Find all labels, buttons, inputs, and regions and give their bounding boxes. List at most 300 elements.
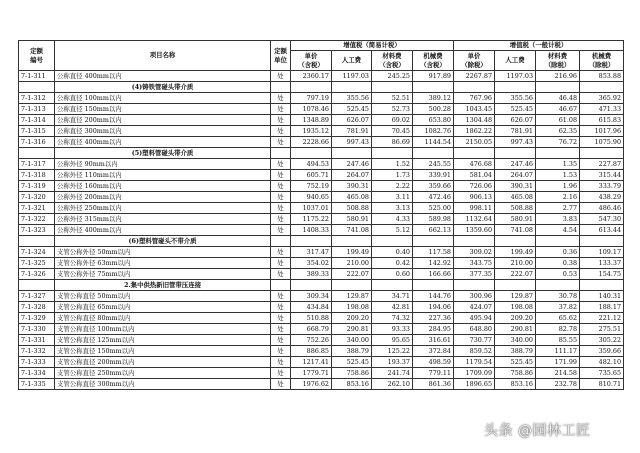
cell-name: 公称外径 160mm以内 — [55, 181, 271, 192]
cell-labor: 390.31 — [332, 181, 372, 192]
cell-price-excl: 767.96 — [454, 93, 495, 104]
cell-code: 7-1-322 — [19, 214, 55, 225]
cell-price-excl: 1179.54 — [454, 357, 495, 368]
cell-labor2: 465.08 — [495, 192, 536, 203]
cell-material-excl: 76.72 — [536, 137, 580, 148]
cell-unit: 处 — [271, 324, 291, 335]
cell-price-incl: 886.85 — [291, 346, 332, 357]
cell-material-excl: 61.08 — [536, 115, 580, 126]
cell-name: 公称外径 110mm以内 — [55, 170, 271, 181]
cell-labor2: 199.49 — [495, 247, 536, 258]
header-machine-excl: 机械费 （除税） — [580, 51, 624, 71]
cell-machine-excl: 109.17 — [580, 247, 624, 258]
cell-code: 7-1-312 — [19, 93, 55, 104]
empty-cell — [372, 280, 413, 291]
cell-code: 7-1-321 — [19, 203, 55, 214]
cell-labor2: 853.16 — [495, 379, 536, 390]
cell-labor2: 129.87 — [495, 291, 536, 302]
cell-material-excl: 2.77 — [536, 203, 580, 214]
table-row — [19, 269, 624, 280]
section-title: (6)塑料管碰头不带介质 — [55, 236, 271, 247]
cell-labor2: 290.81 — [495, 324, 536, 335]
header-machine-incl: 机械费 （含税） — [413, 51, 454, 71]
cell-material-excl: 3.83 — [536, 214, 580, 225]
cell-material-excl: 171.99 — [536, 357, 580, 368]
cell-price-excl: 2150.05 — [454, 137, 495, 148]
table-row — [19, 104, 624, 115]
empty-cell — [536, 82, 580, 93]
cell-unit: 处 — [271, 335, 291, 346]
cell-name: 公称外径 250mm以内 — [55, 203, 271, 214]
cell-unit: 处 — [271, 368, 291, 379]
header-price-excl: 单价 （除税） — [454, 51, 495, 71]
empty-cell — [332, 280, 372, 291]
cell-price-incl: 2228.66 — [291, 137, 332, 148]
empty-cell — [19, 236, 55, 247]
cell-name: 公称直径 400mm以内 — [55, 71, 271, 82]
header-unit: 定额 单位 — [271, 41, 291, 71]
cell-material-incl: 0.40 — [372, 247, 413, 258]
cell-machine-excl: 221.12 — [580, 313, 624, 324]
cell-name: 公称直径 200mm以内 — [55, 115, 271, 126]
cell-machine-excl: 853.88 — [580, 71, 624, 82]
empty-cell — [495, 148, 536, 159]
cell-material-incl: 4.33 — [372, 214, 413, 225]
cell-name: 公称外径 315mm以内 — [55, 214, 271, 225]
cell-unit: 处 — [271, 346, 291, 357]
cell-price-excl: 730.77 — [454, 335, 495, 346]
cell-code: 7-1-335 — [19, 379, 55, 390]
cell-unit: 处 — [271, 115, 291, 126]
cell-price-excl: 581.04 — [454, 170, 495, 181]
cell-machine-excl: 1075.90 — [580, 137, 624, 148]
cell-labor2: 525.45 — [495, 104, 536, 115]
cell-unit: 处 — [271, 192, 291, 203]
cell-code: 7-1-325 — [19, 258, 55, 269]
cell-price-incl: 309.34 — [291, 291, 332, 302]
cell-labor: 525.45 — [332, 357, 372, 368]
cell-machine-excl: 810.71 — [580, 379, 624, 390]
cell-unit: 处 — [271, 214, 291, 225]
cell-material-excl: 37.82 — [536, 302, 580, 313]
empty-cell — [291, 148, 332, 159]
cell-name: 支管公称直径 80mm以内 — [55, 313, 271, 324]
cell-machine-excl: 613.44 — [580, 225, 624, 236]
empty-cell — [495, 280, 536, 291]
cell-name: 公称直径 150mm以内 — [55, 104, 271, 115]
cell-machine-incl: 284.95 — [413, 324, 454, 335]
cell-material-incl: 86.69 — [372, 137, 413, 148]
cell-unit: 处 — [271, 71, 291, 82]
empty-cell — [413, 82, 454, 93]
table-row — [19, 313, 624, 324]
cell-material-incl: 52.51 — [372, 93, 413, 104]
cell-machine-excl: 486.46 — [580, 203, 624, 214]
cell-material-incl: 0.60 — [372, 269, 413, 280]
cell-labor2: 355.56 — [495, 93, 536, 104]
cell-material-excl: 216.96 — [536, 71, 580, 82]
cell-labor: 626.07 — [332, 115, 372, 126]
empty-cell — [580, 280, 624, 291]
header-name: 项目名称 — [55, 41, 271, 71]
empty-cell — [19, 280, 55, 291]
cell-machine-incl: 372.84 — [413, 346, 454, 357]
empty-cell — [454, 82, 495, 93]
cell-labor2: 997.43 — [495, 137, 536, 148]
cell-machine-excl: 547.30 — [580, 214, 624, 225]
cell-labor2: 508.88 — [495, 203, 536, 214]
empty-cell — [291, 280, 332, 291]
header-material-incl: 材料费 （含税） — [372, 51, 413, 71]
cell-labor: 355.56 — [332, 93, 372, 104]
section-row — [19, 82, 624, 93]
cell-price-excl: 998.11 — [454, 203, 495, 214]
cell-price-incl: 752.19 — [291, 181, 332, 192]
cell-labor2: 210.00 — [495, 258, 536, 269]
cell-machine-excl: 438.29 — [580, 192, 624, 203]
cell-material-incl: 93.33 — [372, 324, 413, 335]
table-row — [19, 170, 624, 181]
empty-cell — [454, 148, 495, 159]
cell-machine-incl: 1082.76 — [413, 126, 454, 137]
cell-material-incl: 52.73 — [372, 104, 413, 115]
cell-machine-incl: 194.06 — [413, 302, 454, 313]
cell-machine-excl: 275.51 — [580, 324, 624, 335]
empty-cell — [271, 148, 291, 159]
cell-labor: 264.07 — [332, 170, 372, 181]
cell-material-incl: 5.12 — [372, 225, 413, 236]
section-title: (4)铸铁管碰头带介质 — [55, 82, 271, 93]
cell-price-excl: 1896.65 — [454, 379, 495, 390]
cell-price-incl: 752.26 — [291, 335, 332, 346]
cell-labor: 508.88 — [332, 203, 372, 214]
cell-unit: 处 — [271, 225, 291, 236]
watermark: 头条 @园林工匠 — [484, 423, 591, 439]
cell-price-incl: 317.47 — [291, 247, 332, 258]
cell-material-excl: 1.53 — [536, 170, 580, 181]
cell-unit: 处 — [271, 357, 291, 368]
cell-price-excl: 476.68 — [454, 159, 495, 170]
cell-name: 公称外径 90mm以内 — [55, 159, 271, 170]
empty-cell — [271, 236, 291, 247]
cell-code: 7-1-320 — [19, 192, 55, 203]
cell-material-incl: 70.45 — [372, 126, 413, 137]
section-row — [19, 148, 624, 159]
table-row — [19, 247, 624, 258]
cell-material-excl: 30.78 — [536, 291, 580, 302]
cell-material-incl: 193.37 — [372, 357, 413, 368]
cell-unit: 处 — [271, 137, 291, 148]
cell-machine-incl: 779.11 — [413, 368, 454, 379]
cell-labor: 340.00 — [332, 335, 372, 346]
cell-price-excl: 1132.64 — [454, 214, 495, 225]
empty-cell — [332, 148, 372, 159]
cell-machine-incl: 861.36 — [413, 379, 454, 390]
cell-price-excl: 726.06 — [454, 181, 495, 192]
cell-machine-excl: 305.22 — [580, 335, 624, 346]
table-row — [19, 368, 624, 379]
cell-labor: 290.81 — [332, 324, 372, 335]
cell-code: 7-1-328 — [19, 302, 55, 313]
empty-cell — [332, 82, 372, 93]
cell-labor: 853.16 — [332, 379, 372, 390]
cell-code: 7-1-323 — [19, 225, 55, 236]
cell-material-excl: 62.35 — [536, 126, 580, 137]
cell-labor2: 340.00 — [495, 335, 536, 346]
cell-labor2: 580.91 — [495, 214, 536, 225]
empty-cell — [291, 236, 332, 247]
cell-machine-incl: 227.36 — [413, 313, 454, 324]
cell-machine-incl: 389.12 — [413, 93, 454, 104]
cell-labor2: 209.20 — [495, 313, 536, 324]
table-row — [19, 137, 624, 148]
cell-material-incl: 262.10 — [372, 379, 413, 390]
cell-unit: 处 — [271, 379, 291, 390]
cell-material-excl: 214.58 — [536, 368, 580, 379]
empty-cell — [495, 82, 536, 93]
cell-name: 支管公称直径 50mm以内 — [55, 291, 271, 302]
table-row — [19, 203, 624, 214]
empty-cell — [372, 236, 413, 247]
section-title: (5)塑料管碰头带介质 — [55, 148, 271, 159]
cell-code: 7-1-317 — [19, 159, 55, 170]
cell-unit: 处 — [271, 258, 291, 269]
cell-name: 支管公称外径 75mm以内 — [55, 269, 271, 280]
cell-labor: 247.46 — [332, 159, 372, 170]
cell-price-excl: 1709.09 — [454, 368, 495, 379]
cell-machine-incl: 472.46 — [413, 192, 454, 203]
cell-machine-incl: 316.61 — [413, 335, 454, 346]
cell-material-excl: 1.96 — [536, 181, 580, 192]
cell-labor2: 758.86 — [495, 368, 536, 379]
cell-machine-incl: 166.66 — [413, 269, 454, 280]
cell-unit: 处 — [271, 104, 291, 115]
section-title: 2.集中供热新旧管带压连接 — [55, 280, 271, 291]
cell-unit: 处 — [271, 203, 291, 214]
cell-name: 支管公称直径 300mm以内 — [55, 379, 271, 390]
cell-labor: 741.08 — [332, 225, 372, 236]
cell-machine-excl: 227.87 — [580, 159, 624, 170]
cell-machine-incl: 500.28 — [413, 104, 454, 115]
cell-price-excl: 1043.45 — [454, 104, 495, 115]
cell-unit: 处 — [271, 181, 291, 192]
cell-name: 公称直径 400mm以内 — [55, 137, 271, 148]
cell-labor2: 781.91 — [495, 126, 536, 137]
cell-code: 7-1-316 — [19, 137, 55, 148]
cell-price-incl: 1217.41 — [291, 357, 332, 368]
cell-labor: 997.43 — [332, 137, 372, 148]
cell-code: 7-1-318 — [19, 170, 55, 181]
cell-machine-incl: 589.98 — [413, 214, 454, 225]
cell-material-incl: 245.25 — [372, 71, 413, 82]
cell-unit: 处 — [271, 291, 291, 302]
empty-cell — [372, 148, 413, 159]
header-labor: 人工费 — [332, 51, 372, 71]
cell-labor2: 388.79 — [495, 346, 536, 357]
header-group-simple: 增值税（简易计税） — [291, 41, 454, 51]
header-price-incl: 单价 （含税） — [291, 51, 332, 71]
cell-material-excl: 232.78 — [536, 379, 580, 390]
cell-material-excl: 4.54 — [536, 225, 580, 236]
cell-machine-incl: 653.80 — [413, 115, 454, 126]
cell-price-incl: 797.19 — [291, 93, 332, 104]
header-group-general: 增值税（一般计税） — [454, 41, 624, 51]
cell-material-excl: 85.55 — [536, 335, 580, 346]
cell-unit: 处 — [271, 159, 291, 170]
cell-price-incl: 940.65 — [291, 192, 332, 203]
cell-price-incl: 1408.33 — [291, 225, 332, 236]
cell-price-excl: 343.75 — [454, 258, 495, 269]
cell-code: 7-1-313 — [19, 104, 55, 115]
cell-material-incl: 1.73 — [372, 170, 413, 181]
cell-material-excl: 46.67 — [536, 104, 580, 115]
cell-name: 支管公称直径 100mm以内 — [55, 324, 271, 335]
cell-machine-incl: 498.59 — [413, 357, 454, 368]
cell-labor: 388.79 — [332, 346, 372, 357]
cell-material-excl: 0.38 — [536, 258, 580, 269]
table-row — [19, 214, 624, 225]
table-row — [19, 71, 624, 82]
cell-machine-excl: 471.33 — [580, 104, 624, 115]
cell-price-excl: 906.13 — [454, 192, 495, 203]
cell-code: 7-1-314 — [19, 115, 55, 126]
cell-code: 7-1-332 — [19, 346, 55, 357]
cell-unit: 处 — [271, 269, 291, 280]
table-row — [19, 181, 624, 192]
cell-price-excl: 300.96 — [454, 291, 495, 302]
cell-labor: 199.49 — [332, 247, 372, 258]
cell-material-excl: 1.35 — [536, 159, 580, 170]
cell-machine-excl: 140.31 — [580, 291, 624, 302]
cell-unit: 处 — [271, 93, 291, 104]
table-row — [19, 159, 624, 170]
cell-material-excl: 65.62 — [536, 313, 580, 324]
cell-unit: 处 — [271, 313, 291, 324]
cell-material-incl: 42.81 — [372, 302, 413, 313]
table-row — [19, 335, 624, 346]
cell-machine-incl: 917.89 — [413, 71, 454, 82]
cell-labor2: 198.08 — [495, 302, 536, 313]
cell-name: 公称外径 400mm以内 — [55, 225, 271, 236]
cell-machine-incl: 359.66 — [413, 181, 454, 192]
cell-code: 7-1-333 — [19, 357, 55, 368]
table-row — [19, 225, 624, 236]
empty-cell — [454, 236, 495, 247]
table-row — [19, 93, 624, 104]
empty-cell — [580, 236, 624, 247]
cell-price-incl: 494.53 — [291, 159, 332, 170]
cell-labor: 1197.03 — [332, 71, 372, 82]
cell-labor2: 222.07 — [495, 269, 536, 280]
cell-code: 7-1-315 — [19, 126, 55, 137]
empty-cell — [413, 280, 454, 291]
empty-cell — [413, 236, 454, 247]
empty-cell — [19, 148, 55, 159]
empty-cell — [536, 148, 580, 159]
header-material-excl: 材料费 （除税） — [536, 51, 580, 71]
empty-cell — [580, 82, 624, 93]
cell-labor2: 390.31 — [495, 181, 536, 192]
cell-material-incl: 69.02 — [372, 115, 413, 126]
cell-price-incl: 1348.89 — [291, 115, 332, 126]
empty-cell — [495, 236, 536, 247]
cell-price-excl: 1862.22 — [454, 126, 495, 137]
empty-cell — [271, 82, 291, 93]
cell-price-incl: 668.79 — [291, 324, 332, 335]
cell-material-incl: 95.65 — [372, 335, 413, 346]
cell-labor: 209.20 — [332, 313, 372, 324]
cell-code: 7-1-324 — [19, 247, 55, 258]
empty-cell — [332, 236, 372, 247]
cell-price-excl: 377.35 — [454, 269, 495, 280]
cell-labor: 781.91 — [332, 126, 372, 137]
cell-code: 7-1-311 — [19, 71, 55, 82]
cell-machine-excl: 133.37 — [580, 258, 624, 269]
cell-material-incl: 125.22 — [372, 346, 413, 357]
cell-material-incl: 2.22 — [372, 181, 413, 192]
cell-machine-excl: 735.65 — [580, 368, 624, 379]
cell-price-excl: 859.52 — [454, 346, 495, 357]
empty-cell — [271, 280, 291, 291]
cell-machine-excl: 359.66 — [580, 346, 624, 357]
cell-name: 支管公称外径 50mm以内 — [55, 247, 271, 258]
section-row — [19, 236, 624, 247]
cell-labor: 465.08 — [332, 192, 372, 203]
cell-code: 7-1-329 — [19, 313, 55, 324]
cell-code: 7-1-319 — [19, 181, 55, 192]
table-row — [19, 379, 624, 390]
cell-machine-excl: 615.83 — [580, 115, 624, 126]
empty-cell — [291, 82, 332, 93]
empty-cell — [19, 82, 55, 93]
cell-machine-excl: 333.79 — [580, 181, 624, 192]
cell-labor: 580.91 — [332, 214, 372, 225]
cell-price-incl: 434.84 — [291, 302, 332, 313]
cell-material-incl: 34.71 — [372, 291, 413, 302]
cell-machine-incl: 662.13 — [413, 225, 454, 236]
cell-labor: 222.07 — [332, 269, 372, 280]
cell-machine-excl: 154.75 — [580, 269, 624, 280]
cell-unit: 处 — [271, 247, 291, 258]
empty-cell — [413, 148, 454, 159]
cell-labor2: 741.08 — [495, 225, 536, 236]
cell-machine-excl: 188.17 — [580, 302, 624, 313]
cell-price-excl: 1304.48 — [454, 115, 495, 126]
table-row — [19, 324, 624, 335]
cell-price-excl: 495.94 — [454, 313, 495, 324]
empty-cell — [536, 236, 580, 247]
cell-name: 支管公称直径 65mm以内 — [55, 302, 271, 313]
table-row — [19, 192, 624, 203]
cell-machine-incl: 1144.54 — [413, 137, 454, 148]
cell-labor: 210.00 — [332, 258, 372, 269]
cell-unit: 处 — [271, 302, 291, 313]
cell-unit: 处 — [271, 126, 291, 137]
cell-labor: 758.86 — [332, 368, 372, 379]
cell-machine-excl: 482.10 — [580, 357, 624, 368]
cell-labor2: 626.07 — [495, 115, 536, 126]
header-labor2: 人工费 — [495, 51, 536, 71]
cell-price-excl: 424.07 — [454, 302, 495, 313]
cell-material-incl: 1.52 — [372, 159, 413, 170]
cell-name: 支管公称直径 250mm以内 — [55, 368, 271, 379]
cell-labor2: 247.46 — [495, 159, 536, 170]
cell-machine-excl: 315.44 — [580, 170, 624, 181]
cell-name: 支管公称外径 63mm以内 — [55, 258, 271, 269]
cell-machine-excl: 365.92 — [580, 93, 624, 104]
cell-labor2: 1197.03 — [495, 71, 536, 82]
cell-price-incl: 1078.46 — [291, 104, 332, 115]
